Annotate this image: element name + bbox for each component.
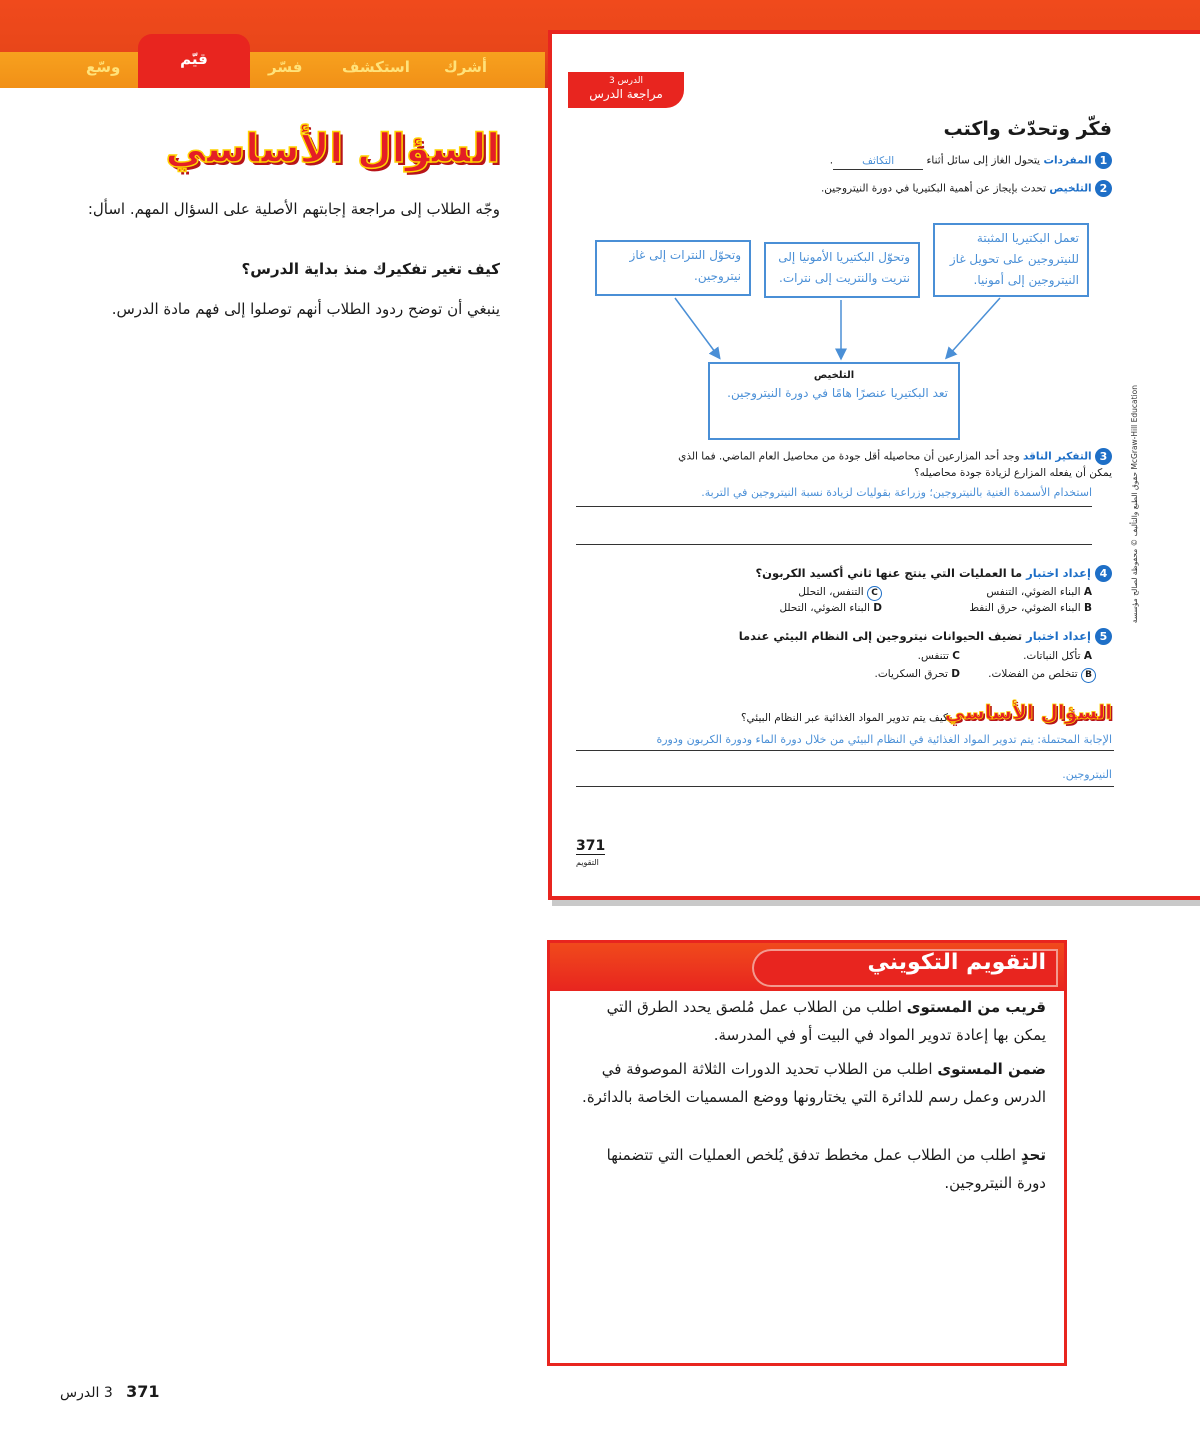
- tab-explain[interactable]: فسّر: [268, 58, 303, 76]
- q4-text: ما العمليات التي ينتج عنها ثاني أكسيد الكربون؟: [755, 566, 1023, 580]
- q4-option-d[interactable]: D البناء الضوئي، التحلل: [779, 602, 882, 614]
- concept-box-1-text: تعمل البكتيريا المثبتة للنيتروجين على تحويل غاز النيتروجين إلى أمونيا.: [949, 231, 1079, 287]
- left-paragraph-2: ينبغي أن توضح ردود الطلاب أنهم توصلوا إلى فهم مادة الدرس.: [111, 300, 500, 318]
- q2-number: 2: [1095, 180, 1112, 197]
- q4-label: إعداد اختبار: [1026, 566, 1091, 580]
- essential-question-badge: السؤال الأساسي: [944, 700, 1112, 724]
- page-heading: فكّر وتحدّث واكتب: [943, 118, 1112, 140]
- item-label: ضمن المستوى: [937, 1060, 1046, 1078]
- essential-answer-line-1: الإجابة المحتملة: يتم تدوير المواد الغذائية في النظام البيئي من خلال دورة الماء ودورة الكربون ودورة: [656, 733, 1112, 746]
- q5-text: تضيف الحيوانات نيتروجين إلى النظام البيئي عندما: [738, 629, 1023, 643]
- lesson-tab-title: مراجعة الدرس: [589, 87, 663, 101]
- q3-number: 3: [1095, 448, 1112, 465]
- essential-answer-line-2: النيتروجين.: [1062, 768, 1112, 781]
- q4-number: 4: [1095, 565, 1112, 582]
- lesson-tab: [568, 72, 684, 108]
- q3-label: التفكير الناقد: [1022, 450, 1092, 463]
- tab-engage[interactable]: أشرك: [444, 58, 487, 76]
- q3-row: [672, 448, 1112, 481]
- item-text: اطلب من الطلاب عمل مُلصق يحدد الطرق التي يمكن بها إعادة تدوير المواد في البيت أو في المدرسة.: [606, 998, 1046, 1044]
- q5-option-d[interactable]: D تحرق السكريات.: [874, 668, 960, 680]
- q4-option-b[interactable]: B البناء الضوئي، حرق النفط: [969, 602, 1092, 614]
- q4-row: [652, 565, 1112, 582]
- q4-option-c[interactable]: C التنفس، التحلل: [798, 584, 882, 601]
- left-footer: [60, 1382, 160, 1401]
- q2-label: التلخيص: [1049, 182, 1092, 195]
- q4-option-a[interactable]: A البناء الضوئي، التنفس: [986, 586, 1092, 598]
- essential-question-title: السؤال الأساسي: [165, 126, 500, 172]
- q3-answer: استخدام الأسمدة الغنية بالنيتروجين؛ وزراعة بقوليات لزيادة نسبة النيتروجين في التربة.: [701, 486, 1092, 499]
- formative-item-on-level: [576, 1055, 1046, 1111]
- formative-item-challenge: [576, 1141, 1046, 1197]
- item-text: اطلب من الطلاب عمل مخطط تدفق يُلخص العمليات التي تتضمنها دورة النيتروجين.: [606, 1146, 1046, 1192]
- summary-box: [708, 362, 960, 440]
- lesson-tab-number: الدرس 3: [609, 76, 643, 86]
- q3-line-1: [576, 506, 1092, 507]
- selected-answer-circle: B: [1081, 668, 1096, 683]
- q5-number: 5: [1095, 628, 1112, 645]
- footer-page-number: 371: [126, 1382, 160, 1401]
- page-number: 371: [576, 838, 606, 854]
- q3-text: وجد أحد المزارعين أن محاصيله أقل جودة من محاصيل العام الماضي. فما الذي يمكن أن يفعله المزارع لزيادة جودة محاصيله؟: [678, 450, 1112, 479]
- tab-extend[interactable]: وسّع: [86, 58, 121, 76]
- q1-text: يتحول الغاز إلى سائل أثناء: [926, 154, 1041, 167]
- q5-option-b[interactable]: B تتخلص من الفضلات.: [988, 666, 1096, 683]
- copyright-vertical: McGraw-Hill Education حقوق الطبع والتأليف © محفوظة لصالح مؤسسة: [1130, 385, 1139, 624]
- item-label: تحدٍ: [1020, 1146, 1046, 1164]
- formative-item-approaching: [576, 993, 1046, 1049]
- footer-lesson-number: 3: [103, 1385, 113, 1401]
- arrow-right: [948, 298, 1000, 356]
- essential-line-2: [576, 786, 1114, 787]
- summary-text: تعد البكتيريا عنصرًا هامًا في دورة النيتروجين.: [727, 386, 948, 400]
- q5-option-c[interactable]: C تتنفس.: [917, 650, 960, 662]
- formative-header: [550, 943, 1064, 991]
- concept-box-2-text: وتحوّل البكتيريا الأمونيا إلى نتريت والنتريت إلى نترات.: [778, 250, 910, 285]
- q1-number: 1: [1095, 152, 1112, 169]
- q3-line-2: [576, 544, 1092, 545]
- q5-label: إعداد اختبار: [1026, 629, 1091, 643]
- essential-line-1: [576, 750, 1114, 751]
- q5-option-a[interactable]: A تأكل النباتات.: [1023, 650, 1092, 662]
- footer-lesson-label: الدرس: [60, 1385, 100, 1401]
- arrow-left: [675, 298, 718, 356]
- concept-box-3: [595, 240, 751, 296]
- essential-question-text: كيف يتم تدوير المواد الغذائية عبر النظام البيئي؟: [740, 712, 948, 724]
- tab-explore[interactable]: استكشف: [342, 58, 410, 76]
- concept-box-1: [933, 223, 1089, 297]
- concept-box-3-text: وتحوّل النترات إلى غاز نيتروجين.: [629, 248, 741, 283]
- q1-label: المفردات: [1043, 154, 1092, 167]
- left-paragraph-1: وجّه الطلاب إلى مراجعة إجابتهم الأصلية على السؤال المهم. اسأل:: [87, 200, 500, 218]
- q5-row: [652, 628, 1112, 645]
- page-label: التقويم: [576, 858, 599, 867]
- q1-end: .: [829, 154, 834, 167]
- item-text: اطلب من الطلاب تحديد الدورات الثلاثة الموصوفة في الدرس وعمل رسم للدائرة التي يختارونها ووضع المسميات الخاصة بالدائرة.: [582, 1060, 1046, 1106]
- formative-assessment-card: [547, 940, 1067, 1366]
- q2-text: تحدث بإيجاز عن أهمية البكتيريا في دورة النيتروجين.: [820, 182, 1047, 195]
- q1-row: [682, 152, 1112, 170]
- left-question: كيف تغير تفكيرك منذ بداية الدرس؟: [241, 260, 500, 278]
- summary-title: التلخيص: [813, 370, 855, 381]
- concept-arrows: [560, 290, 1120, 370]
- q1-answer: التكاثف: [833, 153, 923, 170]
- formative-title: التقويم التكويني: [867, 950, 1046, 975]
- q2-row: [672, 180, 1112, 197]
- item-label: قريب من المستوى: [906, 998, 1046, 1016]
- tab-evaluate[interactable]: قيّم: [138, 34, 250, 88]
- selected-answer-circle: C: [867, 586, 882, 601]
